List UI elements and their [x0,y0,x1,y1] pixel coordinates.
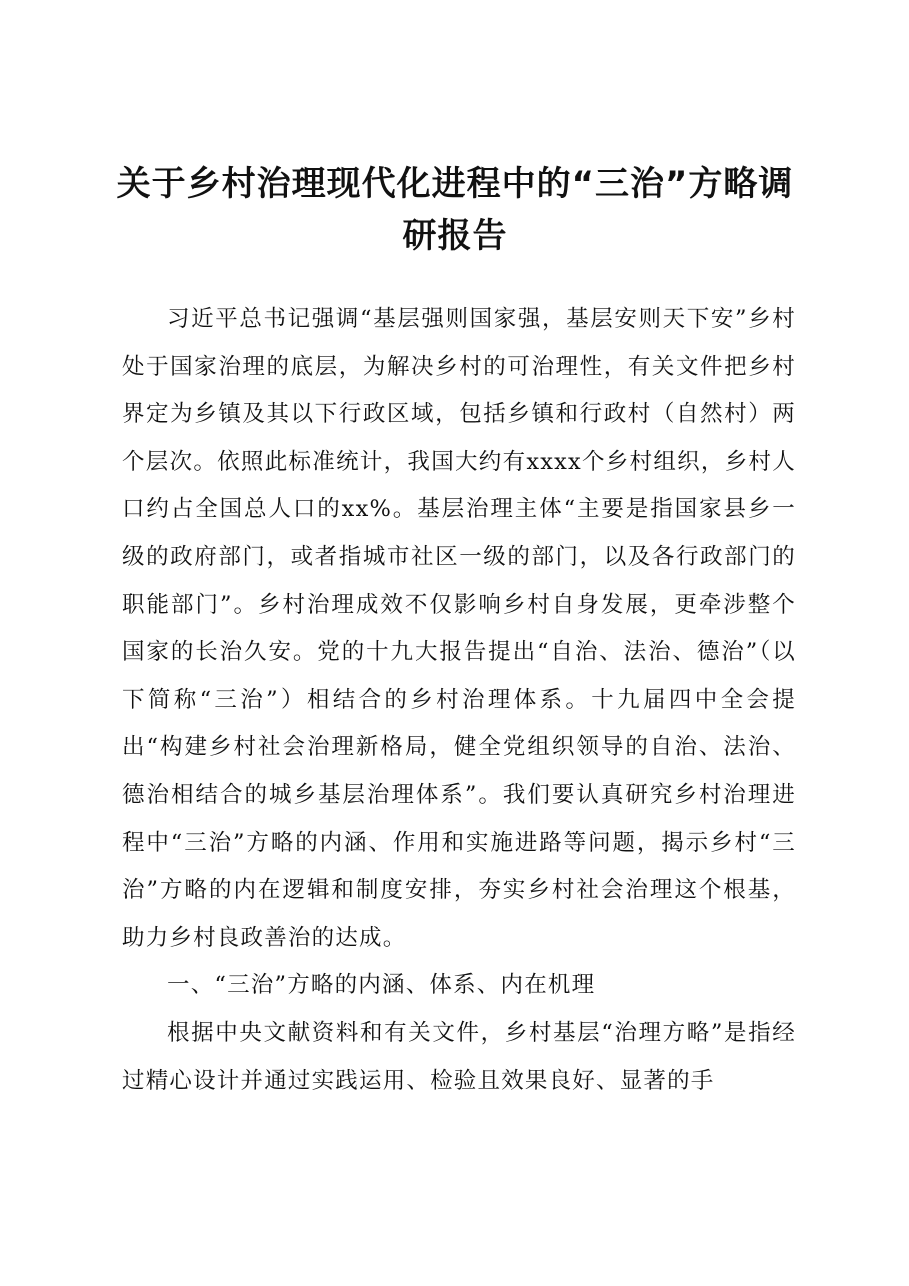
document-title: 关于乡村治理现代化进程中的“三治”方略调研报告 [116,164,794,256]
section-heading-1: 一、“三治”方略的内涵、体系、内在机理 [167,972,596,999]
intro-paragraph: 习近平总书记强调“基层强则国家强，基层安则天下安”乡村处于国家治理的底层，为解决乡村的可治理性，有关文件把乡村界定为乡镇及其以下行政区域，包括乡镇和行政村（自然村）两个层次。依照此标准统计，我国大约有xxxx个乡村组织，乡村人口约占全国总人口的xx%。基层治理主体“主要是指国家县乡一级的政府部门，或者指城市社区一级的部门，以及各行政部门的职能部门”。乡村治理成效不仅影响乡村自身发展，更牵涉整个国家的长治久安。党的十九大报告提出“自治、法治、德治”（以下简称“三治”）相结合的乡村治理体系。十九届四中全会提出“构建乡村社会治理新格局，健全党组织领导的自治、法治、德治相结合的城乡基层治理体系”。我们要认真研究乡村治理进程中“三治”方略的内涵、作用和实施进路等问题，揭示乡村“三治”方略的内在逻辑和制度安排，夯实乡村社会治理这个根基，助力乡村良政善治的达成。 [122,306,796,951]
document-body [122,296,796,1105]
section-1-paragraph: 根据中央文献资料和有关文件，乡村基层“治理方略”是指经过精心设计并通过实践运用、检验且效果良好、显著的手 [122,1019,796,1094]
